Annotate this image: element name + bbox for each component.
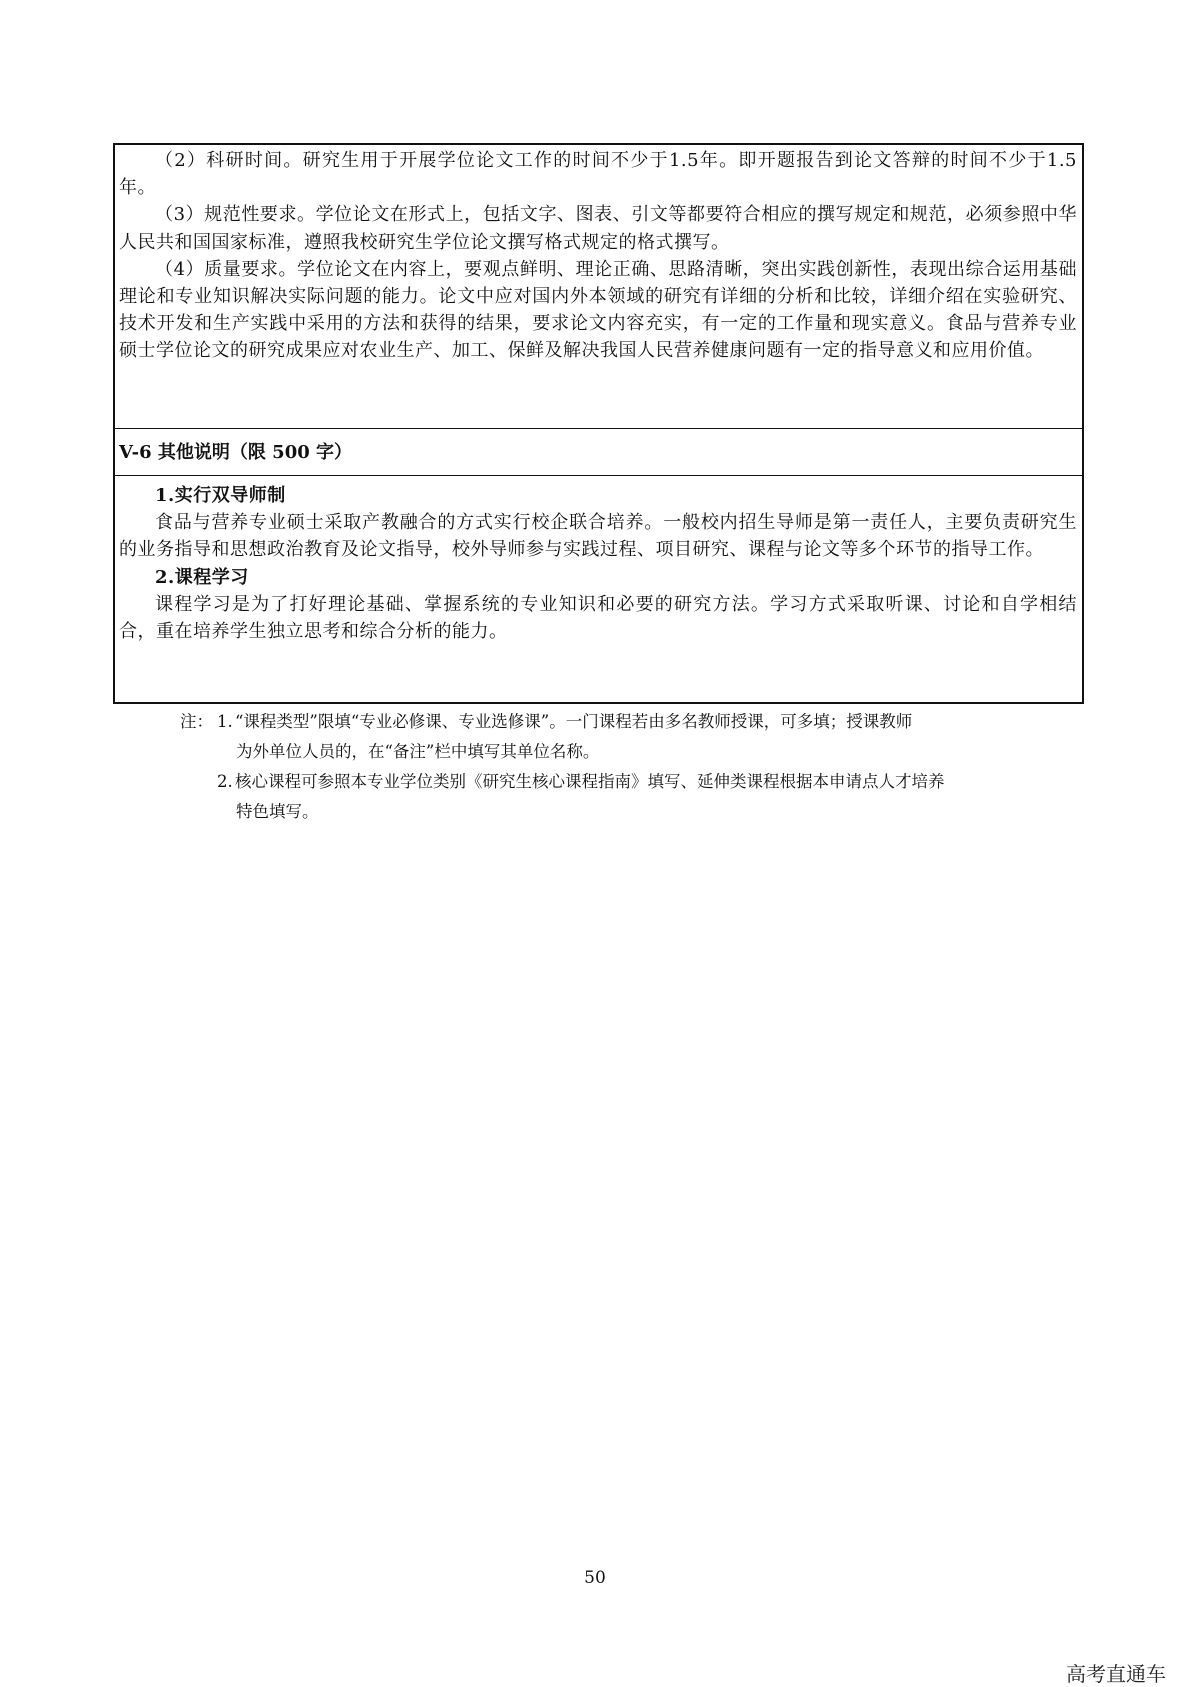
note-item-1: [180, 707, 1030, 737]
note-number: 1.: [217, 712, 233, 731]
footnotes: [180, 707, 1030, 827]
application-form-table: [113, 143, 1084, 704]
note-number: 2.: [217, 772, 233, 791]
section-title: V-6 其他说明（限 500 字）: [119, 442, 353, 463]
course-study-heading: 2.课程学习: [155, 566, 249, 588]
note-label: 注：: [180, 712, 213, 731]
course-study-paragraph: 课程学习是为了打好理论基础、掌握系统的专业知识和必要的研究方法。学习方式采取听课、讨论和自学相结合，重在培养学生独立思考和综合分析的能力。: [119, 593, 1077, 643]
quality-paragraph: （4）质量要求。学位论文在内容上，要观点鲜明、理论正确、思路清晰，突出实践创新性，表现出综合运用基础理论和专业知识解决实际问题的能力。论文中应对国内外本领域的研究有详细的分析和比较，详细介绍在实验研究、技术开发和生产实践中采用的方法和获得的结果，要求论文内容充实，有一定的工作量和现实意义。食品与营养专业硕士学位论文的研究成果应对农业生产、加工、保鲜及解决我国人民营养健康问题有一定的指导意义和应用价值。: [119, 258, 1077, 362]
section-header-cell: [115, 429, 1082, 476]
note-item-2: [180, 767, 1030, 797]
note-text-continued: 特色填写。: [236, 802, 319, 821]
note-text: 核心课程可参照本专业学位类别《研究生核心课程指南》填写、延伸类课程根据本申请点人才培养: [235, 772, 945, 791]
other-notes-cell: [115, 476, 1082, 702]
dual-supervisor-heading: 1.实行双导师制: [155, 485, 286, 506]
watermark-text: 高考直通车: [1066, 1662, 1166, 1686]
dual-supervisor-paragraph: 食品与营养专业硕士采取产教融合的方式实行校企联合培养。一般校内招生导师是第一责任人，主要负责研究生的业务指导和思想政治教育及论文指导，校外导师参与实践过程、项目研究、课程与论文等多个环节的指导工作。: [119, 512, 1077, 561]
note-text-continued: 为外单位人员的，在“备注”栏中填写其单位名称。: [236, 742, 600, 761]
page-number: 50: [584, 1568, 606, 1588]
standards-paragraph: （3）规范性要求。学位论文在形式上，包括文字、图表、引文等都要符合相应的撰写规定和规范，必须参照中华人民共和国国家标准，遵照我校研究生学位论文撰写格式规定的格式撰写。: [119, 204, 1077, 253]
research-time-paragraph: （2）科研时间。研究生用于开展学位论文工作的时间不少于1.5年。即开题报告到论文答辩的时间不少于1.5年。: [119, 150, 1077, 199]
thesis-requirements-cell: [115, 145, 1082, 429]
note-text: “课程类型”限填“专业必修课、专业选修课”。一门课程若由多名教师授课，可多填；授课教师: [235, 712, 913, 731]
